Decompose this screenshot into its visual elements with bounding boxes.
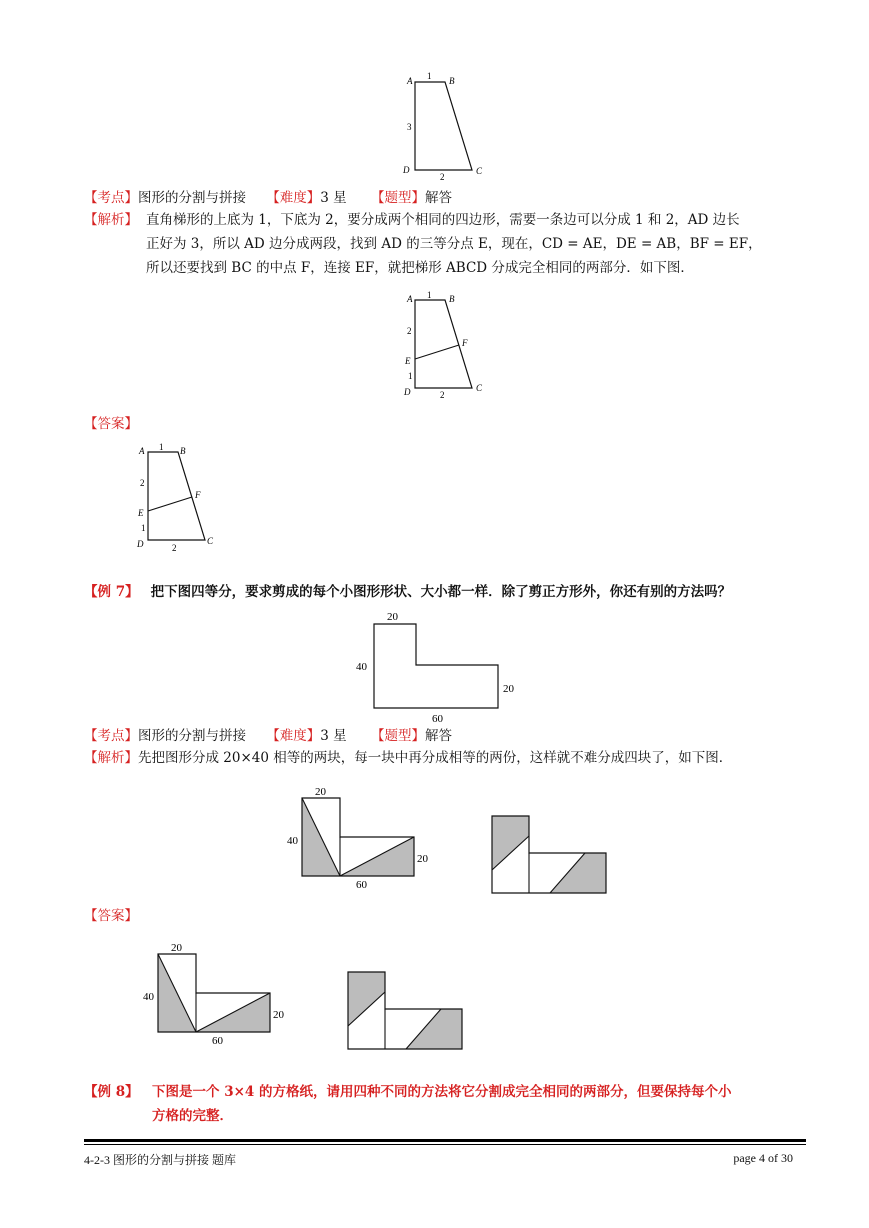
q6-tixing: 解答 xyxy=(424,190,452,206)
label-D: D xyxy=(403,165,410,175)
q6-nandu-tag: 【难度】 xyxy=(266,190,321,206)
label-E: E xyxy=(405,356,411,366)
q7-kaodian: 图形的分割与拼接 xyxy=(138,728,246,744)
q6-analysis-line-3: 所以还要找到 BC 的中点 F，连接 EF，就把梯形 ABCD 分成完全相同的两部分．如下图． xyxy=(146,260,694,276)
label-lower-left-length: 1 xyxy=(141,523,146,533)
q6-meta-line xyxy=(84,188,452,208)
label-bottom-length: 2 xyxy=(440,390,445,400)
shaded-piece-top xyxy=(348,972,385,1026)
figure-L-split-triangles xyxy=(282,782,442,894)
q6-analysis-tag: 【解析】 xyxy=(84,212,138,228)
label-bottom: 60 xyxy=(356,879,367,891)
shaded-piece-right xyxy=(406,1009,462,1049)
label-left: 40 xyxy=(143,991,154,1003)
q6-kaodian-tag: 【考点】 xyxy=(84,190,138,206)
figure-trapezoid-answer xyxy=(128,440,228,552)
label-B: B xyxy=(449,76,455,86)
label-top: 20 xyxy=(315,786,326,798)
q6-tixing-tag: 【题型】 xyxy=(370,190,425,206)
q7-meta-line xyxy=(84,726,452,746)
figure-L-split-trapezoids xyxy=(480,806,620,906)
footer-page-number: page 4 of 30 xyxy=(733,1151,793,1165)
label-top-length: 1 xyxy=(427,71,432,81)
segment-EF xyxy=(415,345,459,359)
label-right: 20 xyxy=(273,1009,284,1021)
label-bottom-length: 2 xyxy=(440,172,445,182)
q7-kaodian-tag: 【考点】 xyxy=(84,728,138,744)
label-bottom-length: 2 xyxy=(172,543,177,553)
footer-rule-thick xyxy=(84,1139,806,1142)
label-upper-left-length: 2 xyxy=(140,478,145,488)
q7-tixing: 解答 xyxy=(424,728,452,744)
label-D: D xyxy=(137,539,144,549)
segment-EF xyxy=(148,497,192,511)
label-C: C xyxy=(207,536,214,546)
shaded-piece-right xyxy=(550,853,606,893)
label-top: 20 xyxy=(387,611,398,623)
figure-trapezoid-1 xyxy=(395,70,495,182)
figure-L-answer-trapezoids xyxy=(336,962,476,1062)
q7-analysis-tag: 【解析】 xyxy=(84,750,138,766)
label-bottom: 60 xyxy=(432,713,443,725)
label-C: C xyxy=(476,166,483,176)
label-left-length: 3 xyxy=(407,122,412,132)
label-left: 40 xyxy=(356,661,367,673)
label-upper-left-length: 2 xyxy=(407,326,412,336)
q7-answer-tag: 【答案】 xyxy=(84,908,138,924)
q7-analysis-text: 先把图形分成 20×40 相等的两块，每一块中再分成相等的两份，这样就不难分成四块了，如下图． xyxy=(138,750,733,766)
label-C: C xyxy=(476,383,483,393)
q7-analysis-line xyxy=(84,748,732,768)
label-lower-left-length: 1 xyxy=(408,371,413,381)
footer-title: 4-2-3 图形的分割与拼接 题库 xyxy=(84,1153,236,1167)
q7-tag: 【例 7】 xyxy=(84,584,139,600)
label-right: 20 xyxy=(417,853,428,865)
label-B: B xyxy=(180,446,186,456)
label-A: A xyxy=(407,294,413,304)
figure-L-answer-triangles xyxy=(138,938,298,1050)
label-top: 20 xyxy=(171,942,182,954)
L-shape-outline xyxy=(374,624,498,708)
label-right: 20 xyxy=(503,683,514,695)
q7-tixing-tag: 【题型】 xyxy=(370,728,425,744)
label-B: B xyxy=(449,294,455,304)
q7-nandu: 3 星 xyxy=(320,728,347,744)
q7-text: 把下图四等分，要求剪成的每个小图形形状、大小都一样．除了剪正方形外，你还有别的方法吗？ xyxy=(150,584,732,600)
label-F: F xyxy=(195,490,201,500)
q6-answer-tag: 【答案】 xyxy=(84,416,138,432)
label-D: D xyxy=(404,387,411,397)
label-top-length: 1 xyxy=(159,442,164,452)
trapezoid-outline xyxy=(415,82,472,170)
q7-nandu-tag: 【难度】 xyxy=(266,728,321,744)
q8-tag: 【例 8】 xyxy=(84,1084,139,1100)
figure-trapezoid-2 xyxy=(395,288,495,400)
label-A: A xyxy=(407,76,413,86)
q8-line-2: 方格的完整． xyxy=(152,1108,233,1124)
label-A: A xyxy=(139,446,145,456)
shaded-piece-top xyxy=(492,816,529,870)
q6-nandu: 3 星 xyxy=(320,190,347,206)
q7-line xyxy=(84,582,731,602)
q6-analysis-line-2: 正好为 3，所以 AD 边分成两段，找到 AD 的三等分点 E，现在，CD = AE，DE = AB，BF = EF， xyxy=(146,236,762,252)
q8-line-1: 下图是一个 3×4 的方格纸，请用四种不同的方法将它分割成完全相同的两部分，但要保持每个小 xyxy=(152,1084,732,1100)
footer-rule-thin xyxy=(84,1144,806,1145)
q6-analysis-line-1: 直角梯形的上底为 1，下底为 2，要分成两个相同的四边形，需要一条边可以分成 1 和 2，AD 边长 xyxy=(146,212,740,228)
label-top-length: 1 xyxy=(427,290,432,300)
label-bottom: 60 xyxy=(212,1035,223,1047)
q6-kaodian: 图形的分割与拼接 xyxy=(138,190,246,206)
figure-L-shape xyxy=(352,608,532,728)
label-E: E xyxy=(138,508,144,518)
label-left: 40 xyxy=(287,835,298,847)
label-F: F xyxy=(462,338,468,348)
